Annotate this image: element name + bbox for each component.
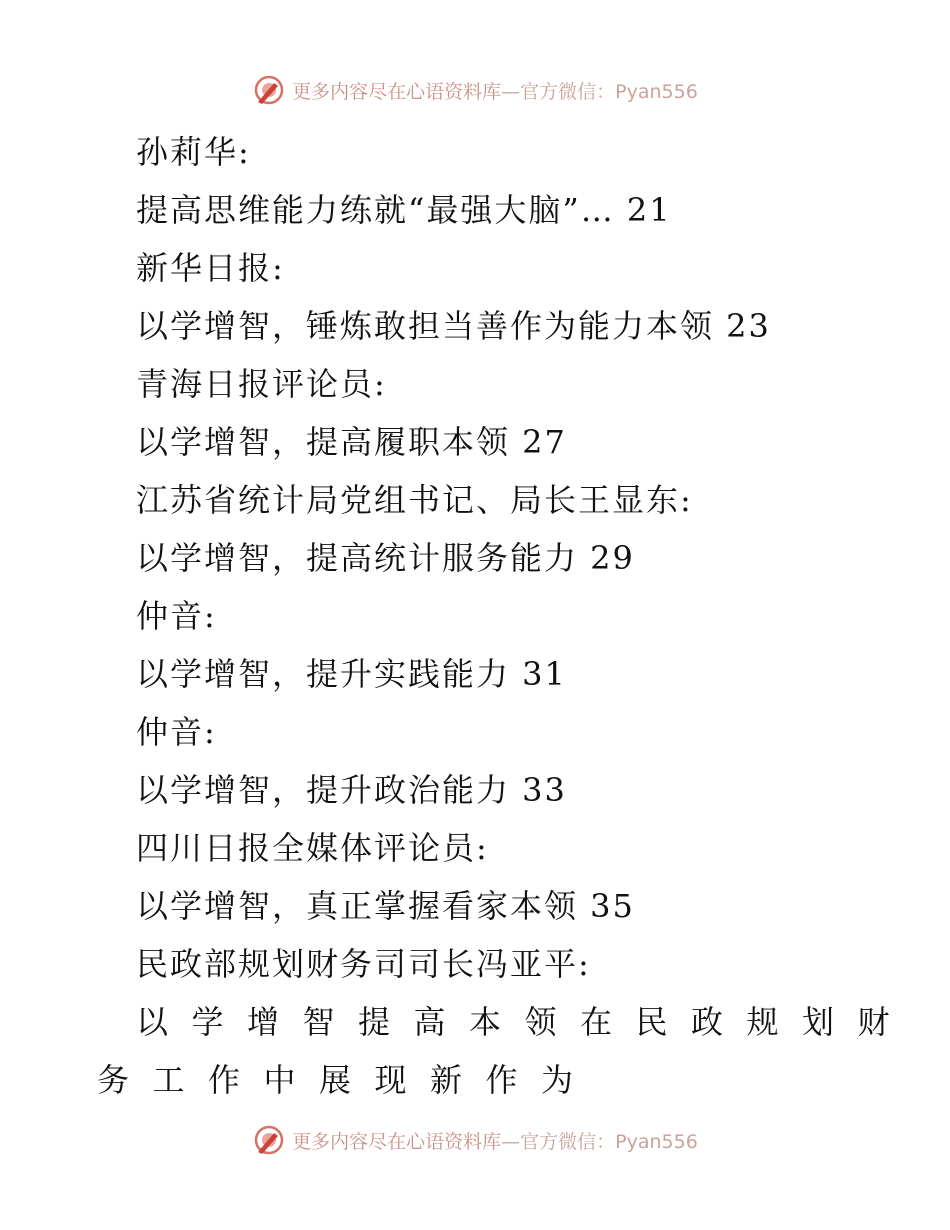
toc-author: 江苏省统计局党组书记、局长王显东: bbox=[136, 481, 693, 519]
toc-author: 孙莉华: bbox=[136, 133, 251, 171]
watermark-text: 更多内容尽在心语资料库—官方微信：Pyan556 bbox=[292, 80, 698, 103]
pen-logo-icon bbox=[252, 73, 286, 107]
toc-author: 青海日报评论员: bbox=[136, 365, 387, 403]
table-of-contents bbox=[0, 123, 950, 1109]
toc-author: 仲音: bbox=[136, 597, 217, 635]
watermark-text: 更多内容尽在心语资料库—官方微信：Pyan556 bbox=[292, 1130, 698, 1153]
toc-title: 以学增智，锤炼敢担当善作为能力本领 23 bbox=[136, 307, 771, 345]
watermark-header bbox=[0, 70, 950, 110]
toc-title: 以学增智，提升政治能力 33 bbox=[136, 771, 567, 809]
toc-title: 提高思维能力练就“最强大脑”… 21 bbox=[136, 191, 672, 229]
toc-title: 以学增智，提高履职本领 27 bbox=[136, 423, 567, 461]
toc-author: 民政部规划财务司司长冯亚平: bbox=[136, 945, 591, 983]
pen-logo-icon bbox=[252, 1123, 286, 1157]
toc-author: 新华日报: bbox=[136, 249, 285, 287]
toc-author: 四川日报全媒体评论员: bbox=[136, 829, 489, 867]
toc-author: 仲音: bbox=[136, 713, 217, 751]
toc-title: 以学增智，提升实践能力 31 bbox=[136, 655, 567, 693]
toc-title: 以学增智，提高统计服务能力 29 bbox=[136, 539, 635, 577]
toc-title: 以学增智，真正掌握看家本领 35 bbox=[136, 887, 635, 925]
toc-title-line-1: 以学增智提高本领在民政规划财 bbox=[136, 1003, 914, 1041]
watermark-footer bbox=[0, 1120, 950, 1160]
toc-title-line-2: 务工作中展现新作为 bbox=[97, 1061, 597, 1099]
